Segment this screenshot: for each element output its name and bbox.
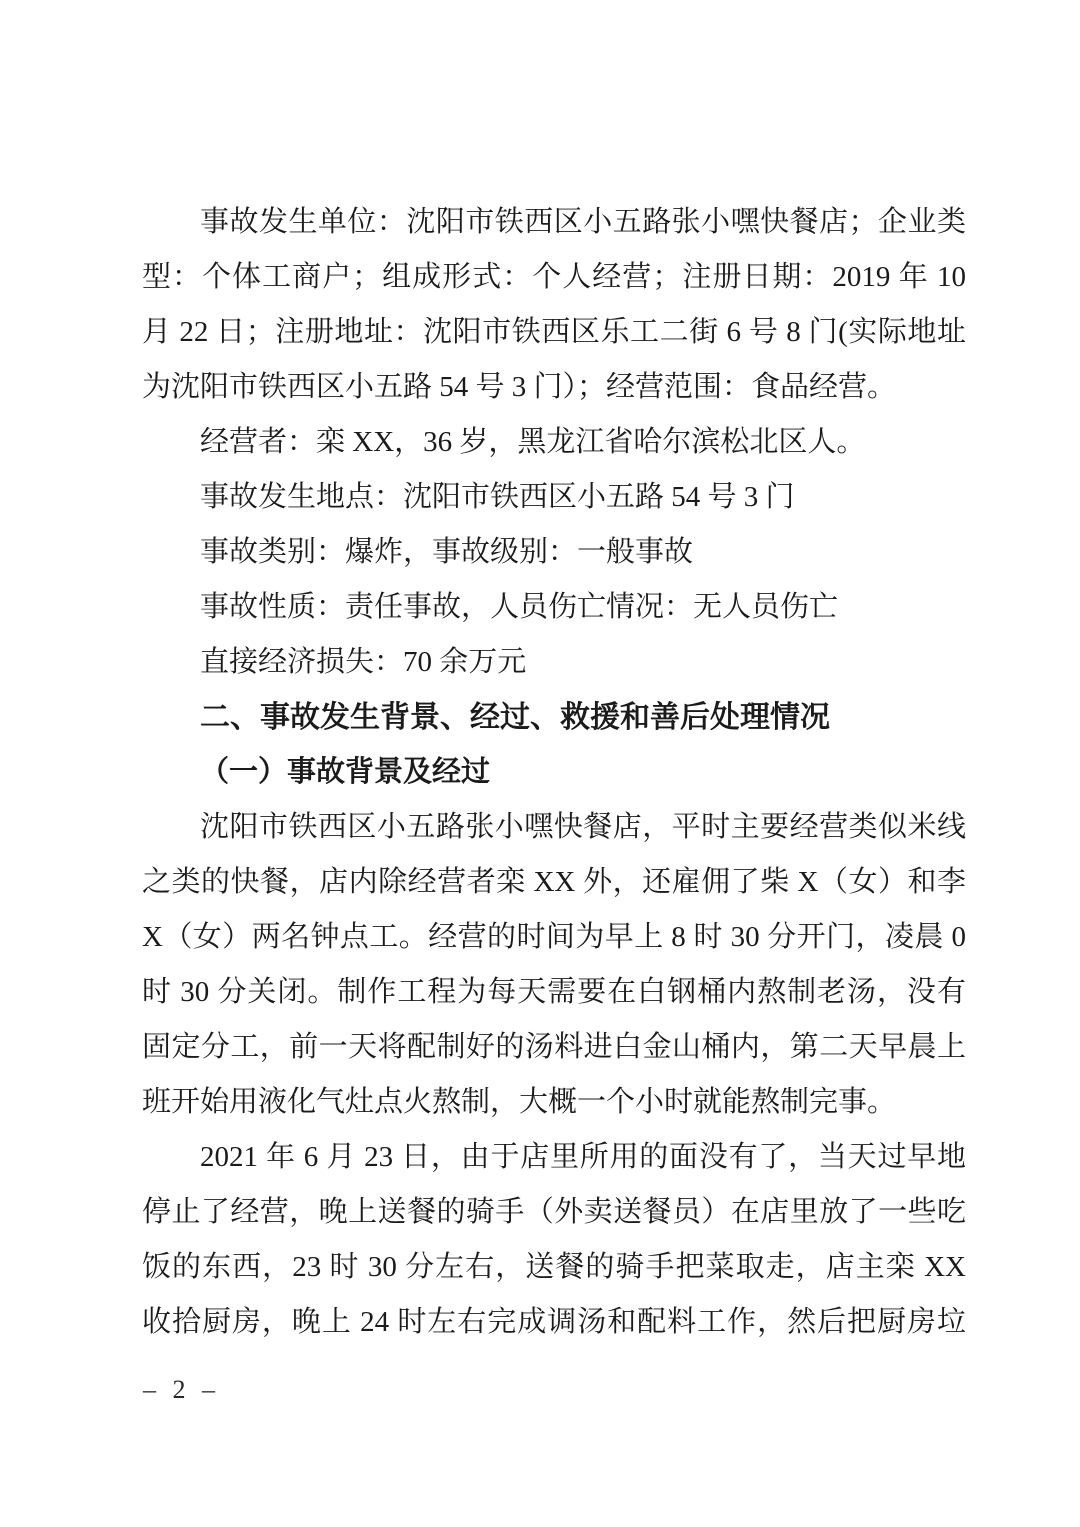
text-line: 收拾厨房，晚上 24 时左右完成调汤和配料工作，然后把厨房垃 [142,1306,966,1338]
text-line: 月 22 日；注册地址：沈阳市铁西区乐工二街 6 号 8 门(实际地址 [142,316,966,348]
subsection-heading: （一）事故背景及经过 [200,756,491,788]
text-line: 型：个体工商户；组成形式：个人经营；注册日期：2019 年 10 [142,261,966,293]
text-line: 班开始用液化气灶点火熬制，大概一个小时就能熬制完事。 [142,1086,897,1118]
text-line: 之类的快餐，店内除经营者栾 XX 外，还雇佣了柴 X（女）和李 [142,866,966,898]
text-line: 事故性质：责任事故，人员伤亡情况：无人员伤亡 [200,591,839,623]
text-line: 2021 年 6 月 23 日，由于店里所用的面没有了，当天过早地 [200,1141,966,1173]
text-line: 时 30 分关闭。制作工程为每天需要在白钢桶内熬制老汤，没有 [142,976,966,1008]
text-line: X（女）两名钟点工。经营的时间为早上 8 时 30 分开门，凌晨 0 [142,921,966,953]
text-line: 事故类别：爆炸，事故级别：一般事故 [200,536,694,568]
section-heading: 二、事故发生背景、经过、救援和善后处理情况 [200,701,830,734]
text-line: 沈阳市铁西区小五路张小嘿快餐店，平时主要经营类似米线 [200,811,966,843]
text-line: 经营者：栾 XX，36 岁，黑龙江省哈尔滨松北区人。 [200,426,866,458]
text-line: 事故发生地点：沈阳市铁西区小五路 54 号 3 门 [200,481,795,513]
text-line: 直接经济损失：70 余万元 [200,646,527,678]
text-line: 为沈阳市铁西区小五路 54 号 3 门）；经营范围：食品经营。 [142,371,897,403]
text-line: 事故发生单位：沈阳市铁西区小五路张小嘿快餐店；企业类 [200,206,966,238]
text-line: 停止了经营，晚上送餐的骑手（外卖送餐员）在店里放了一些吃 [142,1196,966,1228]
text-line: 饭的东西，23 时 30 分左右，送餐的骑手把菜取走，店主栾 XX [142,1251,966,1283]
document-body [142,195,966,1350]
page-number: – 2 – [143,1375,220,1404]
text-line: 固定分工，前一天将配制好的汤料进白金山桶内，第二天早晨上 [142,1031,966,1063]
